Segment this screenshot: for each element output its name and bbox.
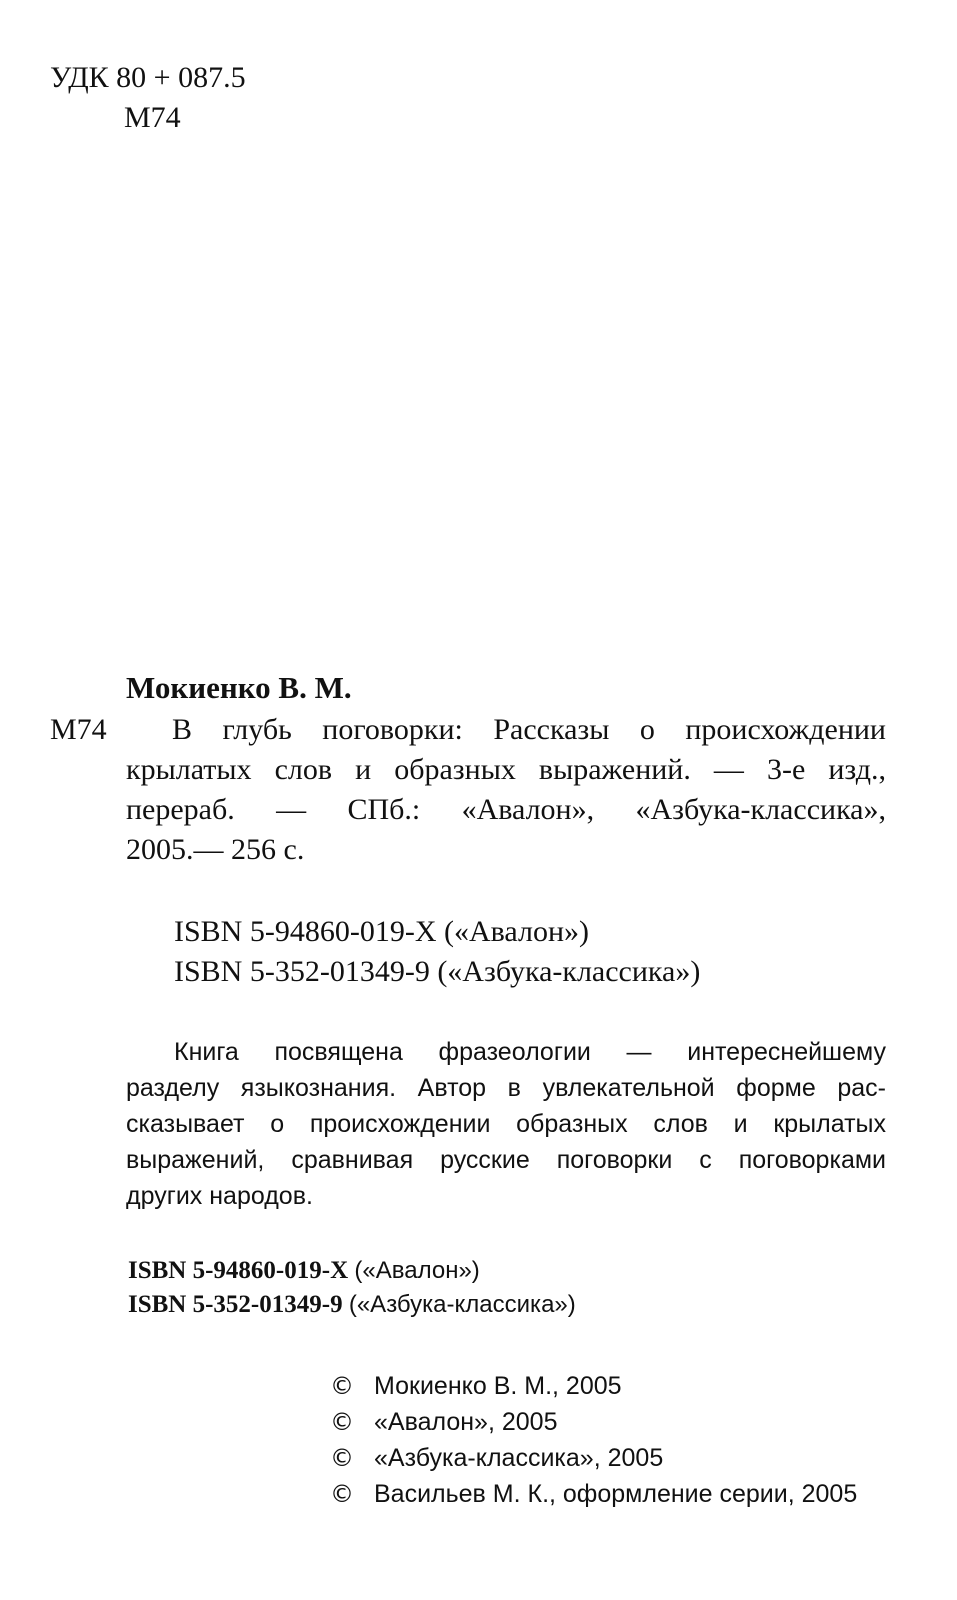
annotation-line: сказывает о происхождении образных слов и крылатых <box>126 1110 886 1138</box>
isbn-footer-publisher: («Авалон») <box>354 1257 480 1284</box>
annotation-line: других народов. <box>126 1182 313 1210</box>
annotation-line: разделу языкознания. Автор в увлекательной форме рас- <box>126 1074 886 1102</box>
copyright-holder: «Авалон», 2005 <box>374 1408 558 1436</box>
author-heading: Мокиенко В. М. <box>126 670 352 705</box>
isbn-footer-number: ISBN 5-352-01349-9 <box>128 1291 343 1318</box>
isbn-footer-list <box>128 1254 576 1322</box>
isbn-list <box>174 912 700 992</box>
bibliographic-description <box>126 710 886 870</box>
biblio-line: В глубь поговорки: Рассказы о происхождении <box>172 713 886 746</box>
isbn-footer-number: ISBN 5-94860-019-X <box>128 1257 349 1284</box>
copyright-row <box>330 1476 857 1512</box>
copyright-holder: «Азбука-классика», 2005 <box>374 1444 664 1472</box>
isbn-avalon: ISBN 5-94860-019-X («Авалон») <box>174 915 590 948</box>
udk-code: М74 <box>124 101 181 134</box>
copyright-holder: Мокиенко В. М., 2005 <box>374 1372 622 1400</box>
annotation-line: выражений, сравнивая русские поговорки с поговорками <box>126 1146 886 1174</box>
biblio-line: 2005.— 256 с. <box>126 833 305 866</box>
copyright-icon: © <box>330 1444 354 1472</box>
author-sign-code: М74 <box>50 713 107 746</box>
copyright-row <box>330 1368 857 1404</box>
copyright-list <box>330 1368 857 1512</box>
copyright-icon: © <box>330 1372 354 1400</box>
biblio-line: крылатых слов и образных выражений. — 3-е изд., <box>126 753 886 786</box>
isbn-footer-row <box>128 1288 576 1322</box>
copyright-holder: Васильев М. К., оформление серии, 2005 <box>374 1480 858 1508</box>
udk-label: УДК 80 + 087.5 <box>50 61 246 94</box>
annotation-line: Книга посвящена фразеологии — интереснейшему <box>174 1038 886 1066</box>
isbn-footer-row <box>128 1254 576 1288</box>
annotation <box>126 1034 886 1214</box>
biblio-line: перераб. — СПб.: «Авалон», «Азбука-классика», <box>126 793 886 826</box>
copyright-icon: © <box>330 1480 354 1508</box>
copyright-icon: © <box>330 1408 354 1436</box>
isbn-azbuka: ISBN 5-352-01349-9 («Азбука-классика») <box>174 955 701 988</box>
isbn-footer-publisher: («Азбука-классика») <box>348 1291 576 1318</box>
copyright-row <box>330 1404 857 1440</box>
copyright-row <box>330 1440 857 1476</box>
